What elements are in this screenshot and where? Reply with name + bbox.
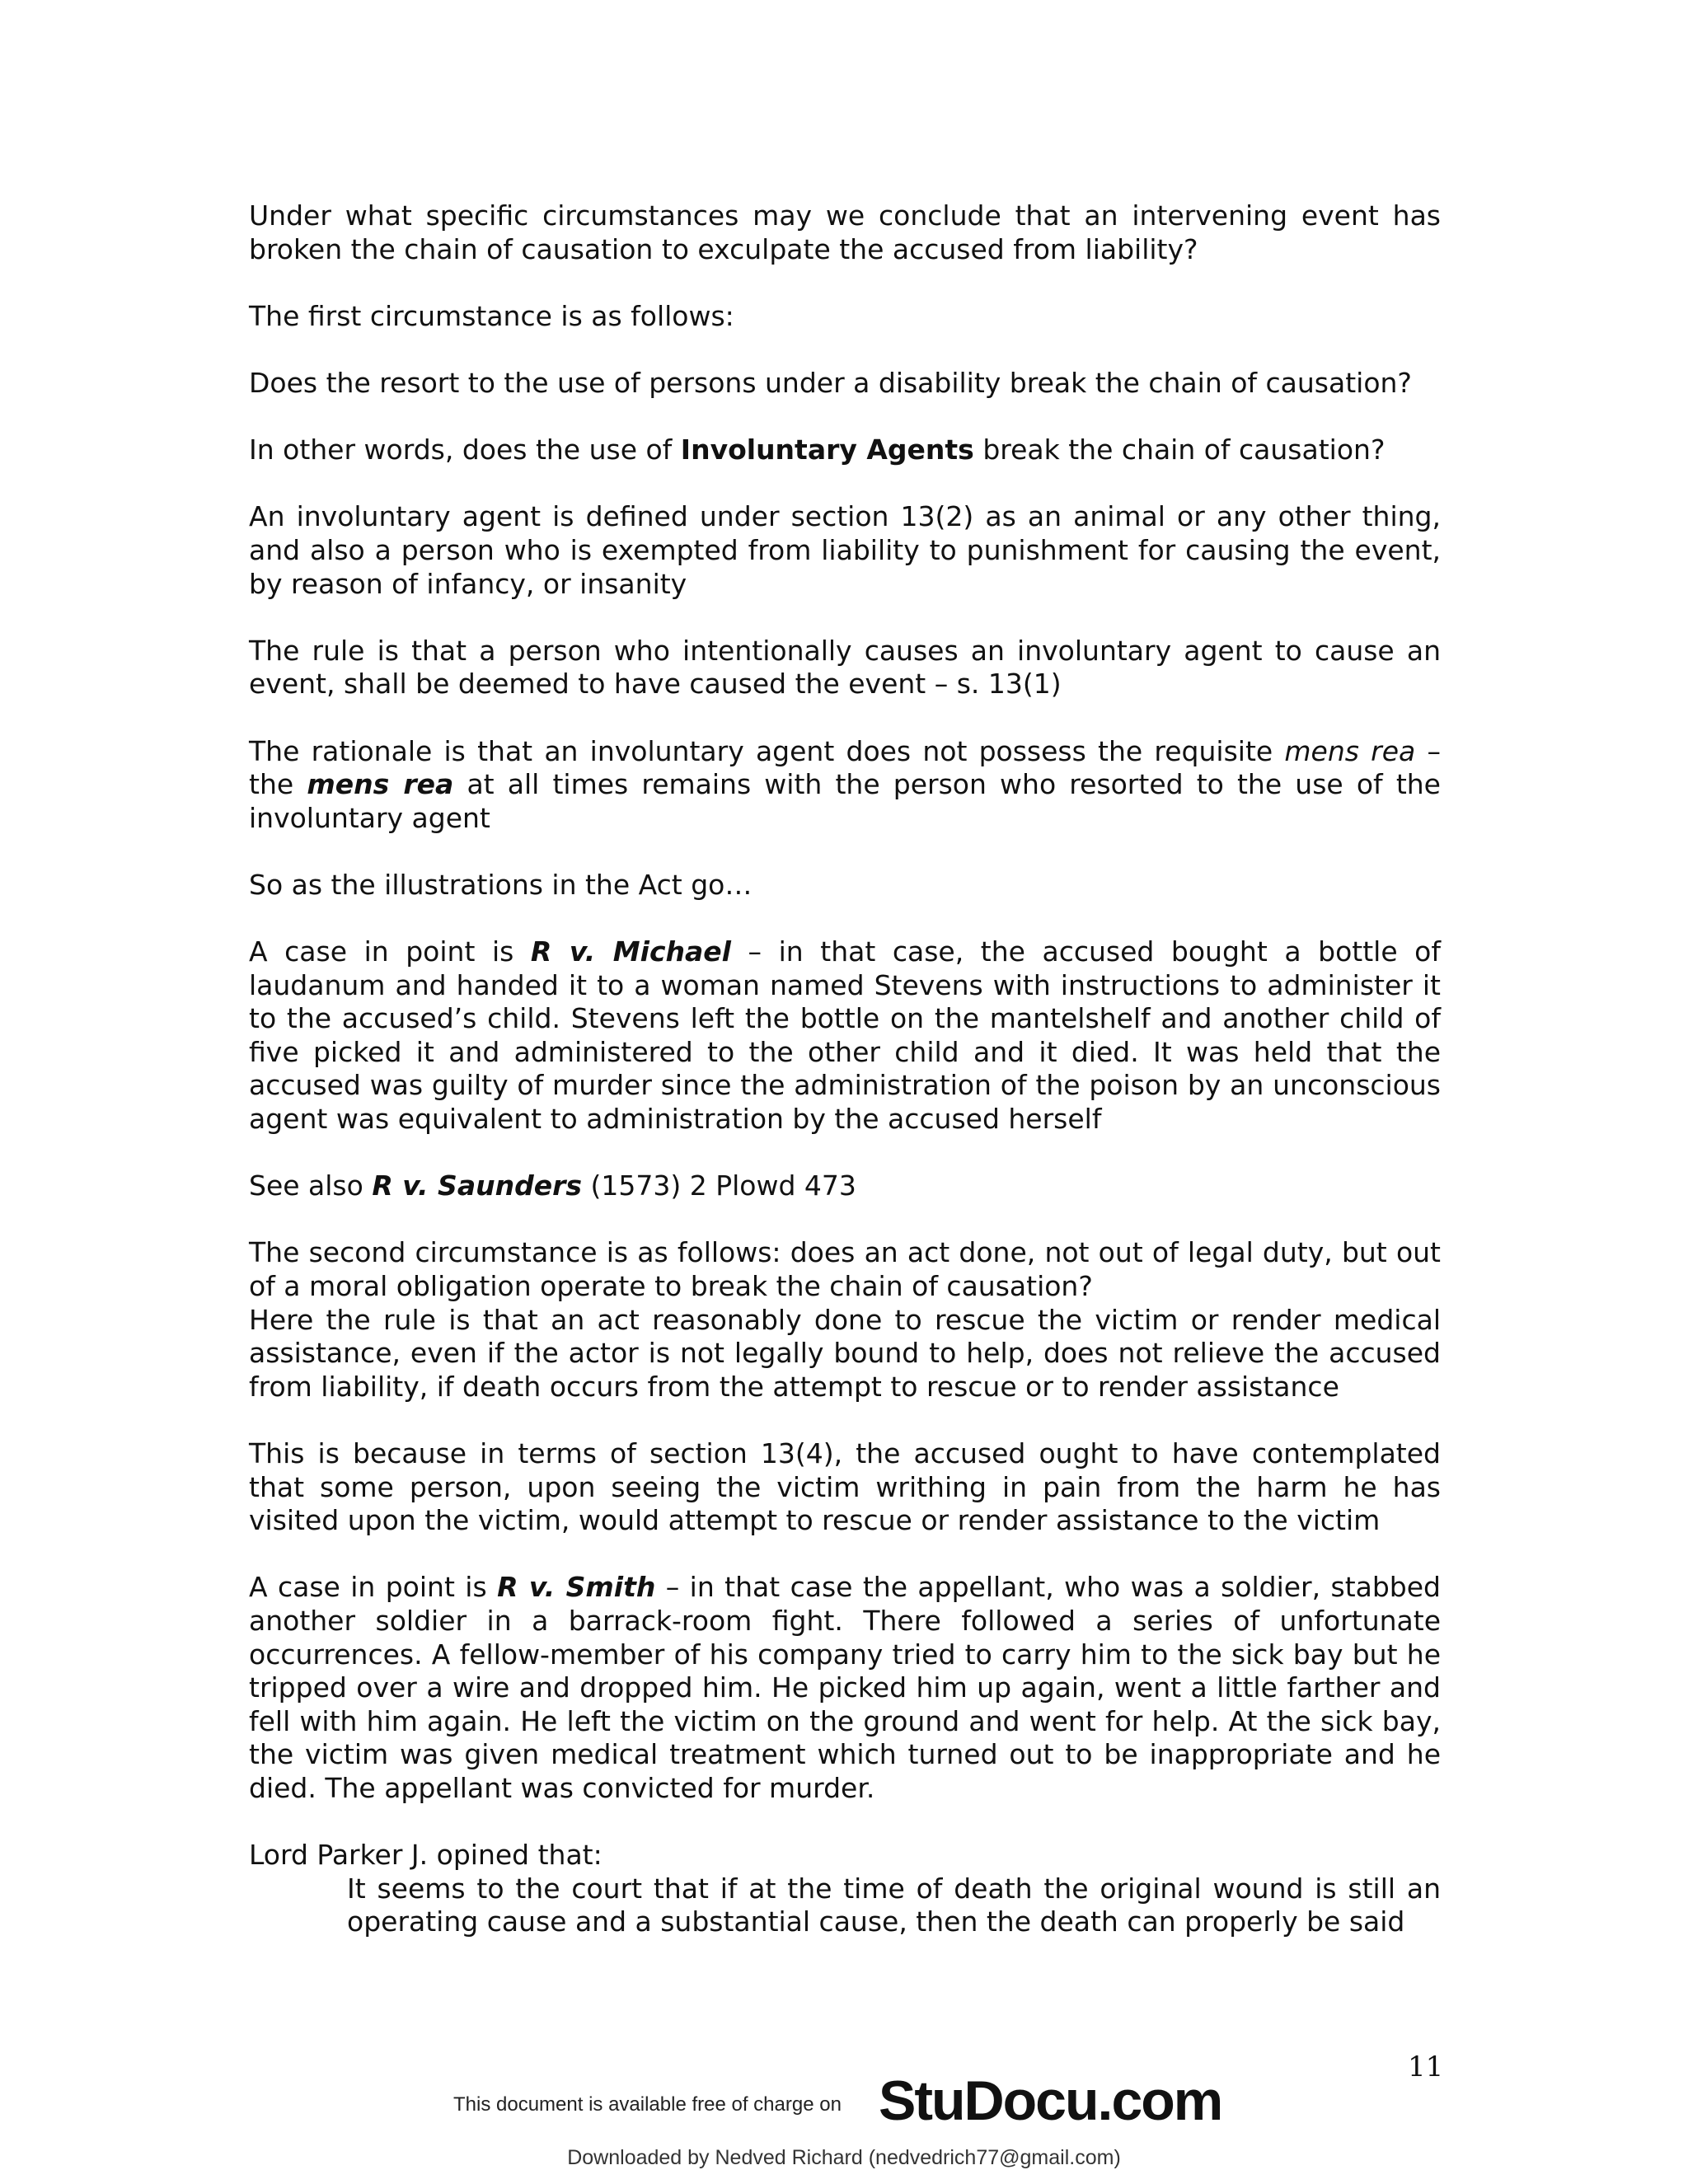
text: break the chain of causation? [973, 434, 1386, 466]
text: – the [249, 734, 1441, 801]
text: (1573) 2 Plowd 473 [582, 1169, 856, 1202]
case-name-saunders: R v. Saunders [372, 1169, 582, 1202]
paragraph [249, 1169, 1441, 1203]
paragraph: Does the resort to the use of persons under a disability break the chain of causation? [249, 366, 1412, 399]
block-quote: It seems to the court that if at the time of death the original wound is still an operating cause and a substantial cause, then the death can properly be said [347, 1872, 1441, 1938]
paragraph: This is because in terms of section 13(4), the accused ought to have contemplated that some person, upon seeing the victim writhing in pain from the harm he has visited upon the victim, would attempt to rescue or render assistance to the victim [249, 1436, 1441, 1537]
paragraph [249, 434, 1441, 467]
text: A case in point is [249, 935, 531, 968]
page-number: 11 [1408, 2050, 1444, 2083]
paragraph [249, 1571, 1441, 1805]
paragraph [249, 935, 1441, 1137]
text: A case in point is [249, 1571, 498, 1604]
paragraph: The rule is that a person who intentionally causes an involuntary agent to cause an event, shall be deemed to have caused the event – s. 13(1) [249, 634, 1441, 701]
paragraph: Under what specific circumstances may we conclude that an intervening event has broken the chain of causation to exculpate the accused from liability? [249, 199, 1441, 265]
term-mens-rea-emphasis: mens rea [307, 768, 454, 801]
text: In other words, does the use of [249, 434, 681, 466]
case-name-michael: R v. Michael [530, 935, 731, 968]
term-involuntary-agents: Involuntary Agents [680, 434, 974, 466]
download-attribution: Downloaded by Nedved Richard (nedvedrich77@gmail.com) [567, 2146, 1121, 2169]
text: – in that case the appellant, who was a soldier, stabbed another soldier in a barrack-room fight. There followed a series of unfortunate occurrences. A fellow-member of his company tried to carry him to the sick bay but he tripped over a wire and dropped him. He picked him up again, went a little farther and fell with him again. He left the victim on the ground and went for help. At the sick bay, the victim was given medical treatment which turned out to be inappropriate and he died. The appellant was convicted for murder. [249, 1571, 1441, 1804]
paragraph: The second circumstance is as follows: does an act done, not out of legal duty, but out of a moral obligation operate to break the chain of causation? [249, 1236, 1441, 1302]
studocu-logo[interactable] [879, 2069, 1221, 2133]
availability-note: This document is available free of charge on [453, 2093, 842, 2116]
text: See also [249, 1169, 373, 1202]
text: The rationale is that an involuntary agent does not possess the requisite [249, 734, 1285, 767]
brand-name: StuDocu [879, 2069, 1098, 2132]
paragraph: The first circumstance is as follows: [249, 299, 734, 332]
text: at all times remains with the person who resorted to the use of the involuntary agent [249, 768, 1441, 834]
paragraph: Lord Parker J. opined that: [249, 1839, 603, 1872]
term-mens-rea: mens rea [1284, 734, 1416, 767]
paragraph: So as the illustrations in the Act go… [249, 868, 753, 901]
paragraph: An involuntary agent is defined under section 13(2) as an animal or any other thing, and also a person who is exempted from liability to punishment for causing the event, by reason of infancy, or insanity [249, 500, 1441, 600]
case-name-smith: R v. Smith [497, 1571, 656, 1604]
brand-domain: .com [1097, 2069, 1222, 2132]
paragraph [249, 735, 1441, 836]
text: – in that case, the accused bought a bottle of laudanum and handed it to a woman named Stevens with instructions to administer it to the accused’s child. Stevens left the bottle on the mantelshelf and another child of five picked it and administered to the other child and it died. It was held that the accused was guilty of murder since the administration of the poison by an unconscious agent was equivalent to administration by the accused herself [249, 935, 1441, 1136]
page-body [249, 199, 1441, 1939]
paragraph: Here the rule is that an act reasonably done to rescue the victim or render medical assistance, even if the actor is not legally bound to help, does not relieve the accused from liability, if death occurs from the attempt to rescue or to render assistance [249, 1303, 1441, 1403]
